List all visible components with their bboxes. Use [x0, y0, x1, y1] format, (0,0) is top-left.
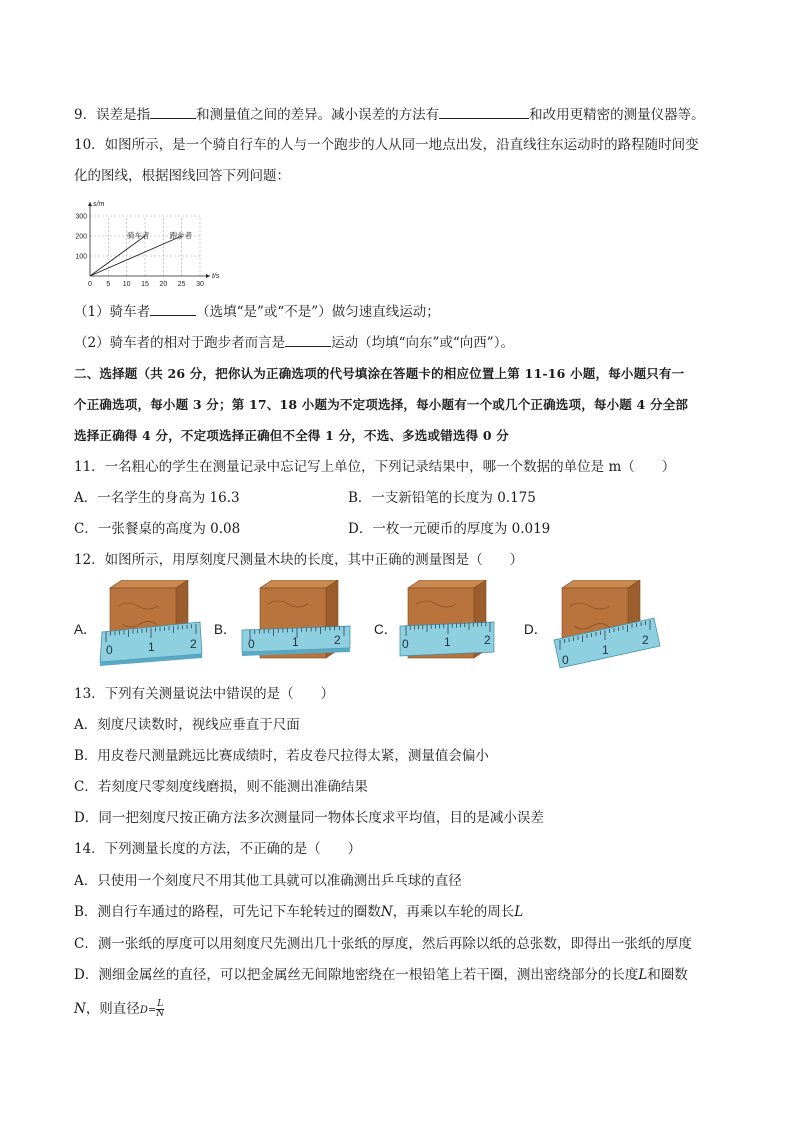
x-tick-label-3: 15 — [141, 281, 149, 288]
q14-option-b[interactable] — [74, 903, 523, 921]
q12-label-b[interactable]: B． — [214, 622, 237, 637]
y-tick-label-1: 200 — [75, 233, 87, 241]
q12-figure-c[interactable] — [394, 580, 504, 668]
q14-b-l: L — [514, 904, 524, 920]
q14-b-prefix: B．测自行车通过的路程，可先记下车轮转过的圈数 — [74, 904, 381, 920]
q10-line2: 化的图线，根据图线回答下列问题： — [74, 168, 290, 184]
q9-mid: 和测量值之间的差异。减小误差的方法有 — [196, 107, 440, 123]
ruler-d-tick-2: 2 — [642, 633, 649, 647]
ruler-b-tick-1: 1 — [292, 635, 299, 649]
section2-line2: 个正确选项，每小题 3 分；第 17、18 小题为不定项选择，每小题有一个或几个正确选项，每小题 4 分全部 — [74, 397, 689, 412]
q12-stem: 12．如图所示，用厚刻度尺测量木块的长度，其中正确的测量图是（ ） — [74, 552, 524, 568]
q14-option-d[interactable] — [74, 966, 688, 984]
q14-option-d-cont — [74, 1000, 164, 1020]
q14-option-a[interactable]: A．只使用一个刻度尺不用其他工具就可以准确测出乒乓球的直径 — [74, 873, 462, 889]
x-tick-label-4: 20 — [159, 281, 168, 288]
q9-blank-1[interactable] — [150, 104, 196, 119]
q14-b-n: N — [380, 904, 393, 920]
section2-line1: 二、选择题（共 26 分，把你认为正确选项的代号填涂在答题卡的相应位置上第 11-16 小题，每小题只有一 — [74, 366, 685, 381]
q13-option-a[interactable]: A．刻度尺读数时，视线应垂直于尺面 — [74, 717, 300, 733]
q11-option-d[interactable]: D．一枚一元硬币的厚度为 0.019 — [348, 521, 551, 537]
q9-line — [74, 104, 705, 124]
q12-label-c[interactable]: C． — [374, 622, 398, 637]
q13-stem: 13．下列有关测量说法中错误的是（ ） — [74, 686, 335, 702]
q14-d-prefix: D．测细金属丝的直径，可以把金属丝无间隙地密绕在一根铅笔上若干圈，测出密绕部分的长度 — [74, 967, 639, 983]
chart-labels — [75, 201, 220, 288]
q10-blank-1[interactable] — [150, 301, 196, 316]
q14-d2-text: ，则直径 — [85, 1001, 140, 1017]
q14-d-l: L — [638, 967, 648, 983]
x-tick-label-6: 30 — [196, 281, 204, 288]
q10-blank-2[interactable] — [285, 332, 331, 347]
ruler-d-tick-1: 1 — [602, 643, 609, 657]
section2-line3: 选择正确得 4 分，不定项选择正确但不全得 1 分，不选、多选或错选得 0 分 — [74, 428, 510, 443]
q11-option-c[interactable]: C．一张餐桌的高度为 0.08 — [74, 521, 241, 537]
q12-figure-a[interactable] — [96, 580, 210, 668]
q12-label-a[interactable]: A． — [74, 622, 97, 637]
ruler-b-tick-2: 2 — [334, 633, 341, 647]
ruler-b-tick-0: 0 — [248, 637, 255, 651]
ruler-d-tick-0: 0 — [562, 653, 569, 667]
q10-sub2-suffix: 运动（均填“向东”或“向西”）。 — [331, 335, 514, 351]
ruler-a-tick-0: 0 — [106, 643, 113, 657]
q14-d2-den: N — [156, 1009, 165, 1019]
q11-option-b[interactable]: B．一支新铅笔的长度为 0.175 — [348, 490, 536, 506]
st-chart — [68, 196, 228, 292]
q9-suffix: 和改用更精密的测量仪器等。 — [529, 107, 705, 123]
q10-sub2-prefix: （2）骑车者的相对于跑步者而言是 — [74, 335, 286, 351]
q13-option-c[interactable]: C．若刻度尺零刻度线磨损，则不能测出准确结果 — [74, 779, 368, 795]
q10-sub2 — [74, 332, 514, 352]
y-axis-label: s/m — [93, 201, 105, 208]
series-label-0: 骑车者 — [127, 231, 150, 240]
x-axis-label: t/s — [212, 273, 220, 280]
q14-d2-eq: D= — [139, 1005, 157, 1016]
x-tick-label-5: 25 — [177, 281, 186, 288]
q9-blank-2[interactable] — [439, 104, 529, 119]
q14-b-mid: ，再乘以车轮的周长 — [392, 904, 515, 920]
x-tick-label-2: 10 — [122, 281, 131, 288]
q14-d-mid: 和圈数 — [647, 967, 688, 983]
ruler-c-tick-0: 0 — [402, 637, 409, 651]
q13-option-d[interactable]: D．同一把刻度尺按正确方法多次测量同一物体长度求平均值，目的是减小误差 — [74, 810, 544, 826]
x-axis-arrow — [206, 274, 210, 278]
x-tick-label-0: 0 — [88, 281, 92, 288]
q14-d2-num: L — [157, 999, 164, 1009]
chart-axes — [88, 202, 210, 278]
q10-sub1-suffix: （选填“是”或“不是”）做匀速直线运动； — [196, 304, 440, 320]
q9-prefix: 9．误差是指 — [74, 107, 151, 123]
q14-option-c[interactable]: C．测一张纸的厚度可以用刻度尺先测出几十张纸的厚度，然后再除以纸的总张数，即得出一张纸的厚度 — [74, 936, 692, 952]
y-axis-arrow — [88, 202, 92, 206]
q14-stem: 14．下列测量长度的方法，不正确的是（ ） — [74, 841, 362, 857]
q11-stem: 11．一名粗心的学生在测量记录中忘记写上单位，下列记录结果中，哪一个数据的单位是 m（ ） — [74, 459, 676, 475]
ruler-a-tick-1: 1 — [148, 640, 155, 654]
q12-label-d[interactable]: D． — [524, 622, 548, 637]
q10-sub1 — [74, 301, 440, 321]
q10-sub1-prefix: （1）骑车者 — [74, 304, 151, 320]
ruler-c-tick-1: 1 — [444, 635, 451, 649]
q14-d2-n: N — [74, 1001, 86, 1017]
q11-option-a[interactable]: A．一名学生的身高为 16.3 — [74, 490, 240, 506]
series-label-1: 跑步者 — [169, 231, 193, 240]
y-tick-label-0: 100 — [75, 253, 87, 261]
x-tick-label-1: 5 — [106, 281, 111, 288]
chart-grid — [90, 216, 200, 276]
q14-d2-fraction — [156, 1000, 164, 1019]
q10-line1: 10．如图所示，是一个骑自行车的人与一个跑步的人从同一地点出发，沿直线往东运动时的路程随时间变 — [74, 137, 699, 153]
q13-option-b[interactable]: B．用皮卷尺测量跳远比赛成绩时，若皮卷尺拉得太紧，测量值会偏小 — [74, 748, 489, 764]
y-tick-label-2: 300 — [75, 213, 87, 221]
q12-figure-d[interactable] — [550, 580, 664, 672]
ruler-a-tick-2: 2 — [190, 637, 197, 651]
ruler-c-tick-2: 2 — [484, 633, 491, 647]
q12-figure-b[interactable] — [238, 580, 354, 668]
